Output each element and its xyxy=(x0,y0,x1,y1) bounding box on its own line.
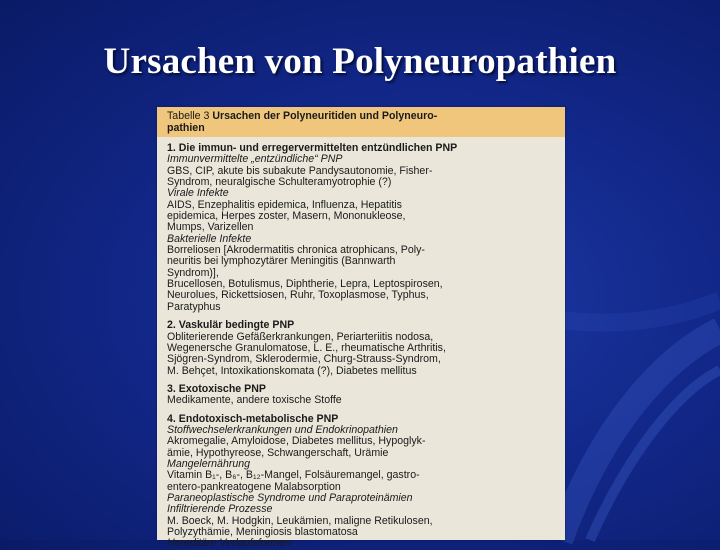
subheading-line: Bakterielle Infekte xyxy=(167,232,252,245)
text-line: Mumps, Varizellen xyxy=(167,221,254,234)
table-section xyxy=(167,414,555,550)
table-section xyxy=(167,143,555,313)
text-line: Akromegalie, Amyloidose, Diabetes mellitus, Hypoglyk- xyxy=(167,435,426,448)
table-image xyxy=(157,107,565,550)
subheading-line: Paraneoplastische Syndrome und Paraproteinämien xyxy=(167,491,413,504)
table-number: Tabelle 3 xyxy=(167,110,210,122)
text-line: GBS, CIP, akute bis subakute Pandysautonomie, Fisher- xyxy=(167,164,433,177)
slide-title: Ursachen von Polyneuropathien xyxy=(103,41,617,82)
text-line: Wegenersche Granulomatose, L. E., rheumatische Arthritis, xyxy=(167,341,446,354)
subheading-line: Immunvermittelte „entzündliche“ PNP xyxy=(167,153,343,166)
text-line: M. Boeck, M. Hodgkin, Leukämien, maligne Retikulosen, xyxy=(167,514,433,527)
text-line: Polyzythämie, Meningiosis blastomatosa xyxy=(167,526,358,538)
text-line: Borreliosen [Akrodermatitis chronica atrophicans, Poly- xyxy=(167,244,425,257)
text-line: ämie, Hypothyreose, Schwangerschaft, Urämie xyxy=(167,446,389,459)
section-heading: 2. Vaskulär bedingte PNP xyxy=(167,319,295,332)
table-body xyxy=(157,137,565,550)
text-line: Neurolues, Rickettsiosen, Ruhr, Toxoplasmose, Typhus, xyxy=(167,289,429,302)
section-heading: 1. Die immun- und erregervermittelten entzündlichen PNP xyxy=(167,142,458,154)
text-line: Vitamin B₁-, B₆-, B₁₂-Mangel, Folsäuremangel, gastro- xyxy=(167,469,420,482)
subheading-line: Infiltrierende Prozesse xyxy=(167,503,273,516)
subheading-line: Stoffwechselerkrankungen und Endokrinopathien xyxy=(167,423,398,436)
subheading-line: Mangelernährung xyxy=(167,457,251,470)
section-heading: 4. Endotoxisch-metabolische PNP xyxy=(167,412,339,425)
text-line: Sjögren-Syndrom, Sklerodermie, Churg-Strauss-Syndrom, xyxy=(167,353,441,366)
text-line: Syndrom, neuralgische Schulteramyotrophie (?) xyxy=(167,176,392,189)
text-line: entero-pankreatogene Malabsorption xyxy=(167,480,341,493)
table-header xyxy=(157,107,565,137)
table-caption: Ursachen der Polyneuritiden und Polyneuro- xyxy=(212,110,438,122)
text-line: epidemica, Herpes zoster, Masern, Mononukleose, xyxy=(167,210,406,223)
table-caption-continued: pathien xyxy=(167,122,205,134)
table-section xyxy=(167,384,555,407)
text-line: AIDS, Enzephalitis epidemica, Influenza, Hepatitis xyxy=(167,198,402,211)
subheading-line: Virale Infekte xyxy=(167,187,229,200)
text-line: Paratyphus xyxy=(167,300,221,313)
text-line: Syndrom)], xyxy=(167,266,219,279)
text-line: Medikamente, andere toxische Stoffe xyxy=(167,394,342,407)
subheading-line: Hereditäre Verlaufsformen xyxy=(167,537,291,550)
text-line: M. Behçet, Intoxikationskomata (?), Diabetes mellitus xyxy=(167,364,417,377)
text-line: Brucellosen, Botulismus, Diphtherie, Lepra, Leptospirosen, xyxy=(167,278,443,291)
section-heading: 3. Exotoxische PNP xyxy=(167,382,266,395)
table-section xyxy=(167,320,555,377)
text-line: Obliterierende Gefäßerkrankungen, Periarteriitis nodosa, xyxy=(167,330,434,343)
text-line: neuritis bei lymphozytärer Meningitis (Bannwarth xyxy=(167,255,396,268)
